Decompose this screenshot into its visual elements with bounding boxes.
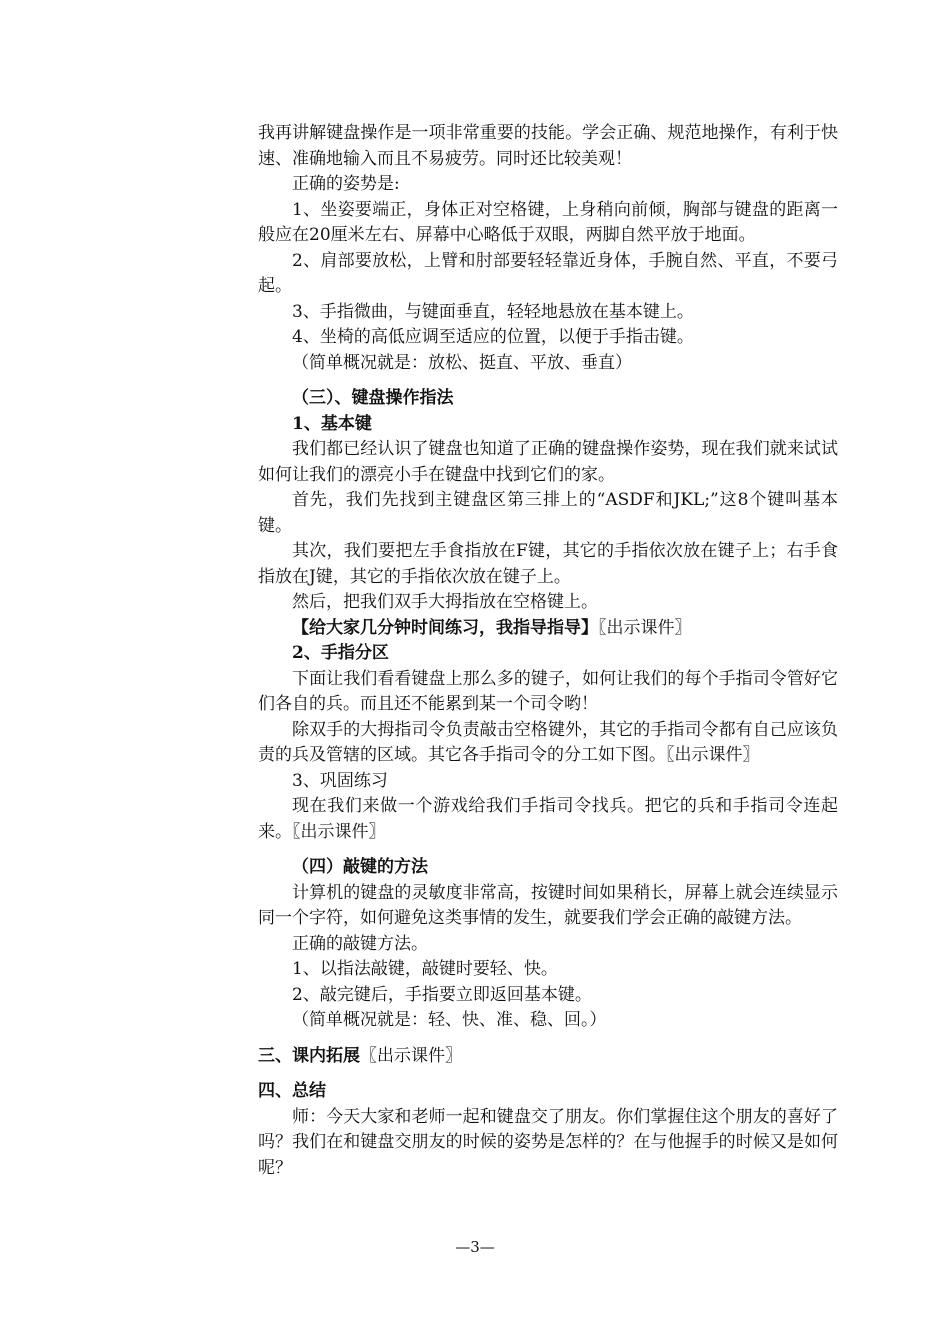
paragraph: （简单概况就是：轻、快、准、稳、回。） [292,1010,607,1030]
page-number: —3— [455,1238,495,1256]
paragraph: 首先，我们先找到主键盘区第三排上的“ASDF和JKL;”这8个键叫基本键。 [258,490,838,536]
subsection-heading: 2、手指分区 [292,643,389,663]
paragraph: 3、巩固练习 [292,770,388,791]
paragraph: 计算机的键盘的灵敏度非常高，按键时间如果稍长，屏幕上就会连续显示同一个字符，如何避免这类事情的发生，就要我们学会正确的敲键方法。 [258,882,838,928]
paragraph: 下面让我们看看键盘上那么多的键子，如何让我们的每个手指司令管好它们各自的兵。而且还不能累到某一个司令哟！ [258,668,838,714]
paragraph: 然后，把我们双手大拇指放在空格键上。 [292,592,598,612]
section-heading [258,1044,838,1070]
section-heading: （三）、键盘操作指法 [292,388,454,408]
paragraph: 3、手指微曲，与键面垂直，轻轻地悬放在基本键上。 [292,301,694,322]
paragraph [258,616,838,642]
courseware-note: 〖出示课件〗 [598,617,692,638]
paragraph: 1、坐姿要端正，身体正对空格键，上身稍向前倾，胸部与键盘的距离一般应在20厘米左右、屏幕中心略低于双眼，两脚自然平放于地面。 [258,199,838,245]
paragraph: 2、肩部要放松，上臂和肘部要轻轻靠近身体，手腕自然、平直，不要弓起。 [258,250,838,296]
paragraph: 正确的敲键方法。 [292,933,428,954]
emphasis-text: 【给大家几分钟时间练习，我指导指导】 [292,617,598,638]
courseware-note: 〖出示课件〗 [360,1045,462,1066]
paragraph: （简单概况就是：放松、挺直、平放、垂直） [292,352,632,373]
section-heading: （四）敲键的方法 [292,857,428,877]
paragraph: 现在我们来做一个游戏给我们手指司令找兵。把它的兵和手指司令连起来。〖出示课件〗 [258,796,838,842]
paragraph: 2、敲完键后，手指要立即返回基本键。 [292,984,592,1005]
subsection-heading: 1、基本键 [292,413,372,434]
paragraph: 我们都已经认识了键盘也知道了正确的键盘操作姿势，现在我们就来试试如何让我们的漂亮小手在键盘中找到它们的家。 [258,439,838,485]
paragraph: 1、以指法敲键，敲键时要轻、快。 [292,959,558,979]
paragraph: 4、坐椅的高低应调至适应的位置，以便于手指击键。 [292,327,694,347]
document-body [258,121,838,1181]
paragraph: 师：今天大家和老师一起和键盘交了朋友。你们掌握住这个朋友的喜好了吗？我们在和键盘交朋友的时候的姿势是怎样的？在与他握手的时候又是如何呢？ [258,1106,838,1178]
section-heading-text: 三、课内拓展 [258,1045,360,1066]
paragraph: 我再讲解键盘操作是一项非常重要的技能。学会正确、规范地操作，有利于快速、准确地输入而且不易疲劳。同时还比较美观！ [258,123,838,169]
section-heading: 四、总结 [258,1081,326,1101]
paragraph: 其次，我们要把左手食指放在F键，其它的手指依次放在键子上；右手食指放在J键，其它的手指依次放在键子上。 [258,541,838,587]
paragraph: 除双手的大拇指司令负责敲击空格键外，其它的手指司令都有自己应该负责的兵及管辖的区域。其它各手指司令的分工如下图。〖出示课件〗 [258,719,838,765]
paragraph: 正确的姿势是: [292,174,400,194]
